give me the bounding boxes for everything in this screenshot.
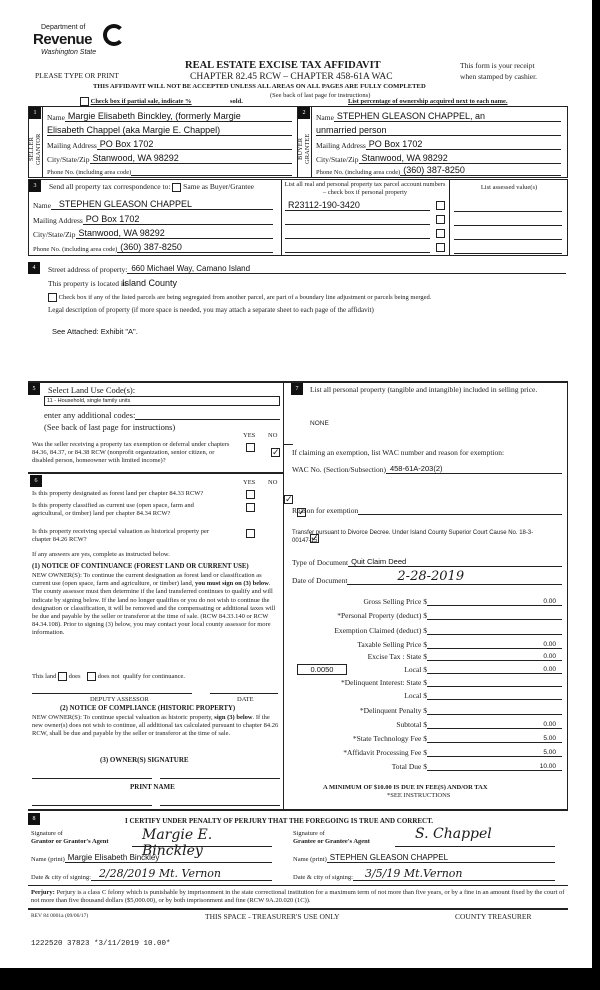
reason-label: Reason for exemption <box>292 506 359 515</box>
seller-phone-label: Phone No. (including area code) <box>47 169 132 176</box>
amounts-table <box>292 591 562 771</box>
parcel-number-2[interactable] <box>285 224 430 225</box>
amount-label: Gross Selling Price $ <box>363 596 427 606</box>
seller-name-line-2[interactable]: Elisabeth Chappel (aka Margie E. Chappel) <box>47 125 292 136</box>
amount-label: *Delinquent Penalty $ <box>359 705 427 715</box>
section-8-number: 8 <box>28 813 40 825</box>
seller-name-label: Name <box>47 113 65 122</box>
sold-label: sold. <box>230 98 243 105</box>
county-field[interactable]: Island County <box>122 278 178 288</box>
tax-city-label: City/State/Zip <box>33 230 76 239</box>
owner-signature-label: (3) OWNER(S) SIGNATURE <box>100 756 189 764</box>
receipt-note-1: This form is your receipt <box>460 61 535 70</box>
amount-row-taxable <box>292 635 562 650</box>
logo-state: Washington State <box>41 49 97 56</box>
doc-type-label: Type of Document <box>292 558 349 567</box>
exemption-yes-checkbox[interactable] <box>246 443 255 452</box>
section-2-number: 2 <box>298 107 310 119</box>
s6-yes-header: YES <box>243 479 256 486</box>
grantor-date-field[interactable]: 2/28/2019 Mt. Vernon <box>91 867 272 881</box>
amount-row-delinquent-local <box>292 687 562 700</box>
minimum-due-note: A MINIMUM OF $10.00 IS DUE IN FEE(S) AND/OR TAX <box>323 784 488 791</box>
grantee-name-label: Name (print) <box>293 856 327 863</box>
doc-type-row <box>292 555 562 567</box>
assessed-line-3[interactable] <box>454 239 562 240</box>
same-as-buyer-checkbox[interactable] <box>172 183 181 192</box>
buyer-mailing-field[interactable]: PO Box 1702 <box>366 139 561 150</box>
buyer-name-line-1[interactable]: STEPHEN GLEASON CHAPPEL, an <box>334 111 561 122</box>
excise-tax-state[interactable]: 0.00 <box>427 653 562 661</box>
assessed-line-2[interactable] <box>454 225 562 226</box>
deputy-assessor-line[interactable] <box>32 693 192 694</box>
same-as-label: Same as Buyer/Grantee <box>183 182 254 191</box>
deputy-assessor-label: DEPUTY ASSESSOR <box>90 696 149 703</box>
see-instructions: *SEE INSTRUCTIONS <box>387 792 451 799</box>
amount-row-tech-fee <box>292 729 562 743</box>
additional-codes-row <box>44 408 280 420</box>
reason-field[interactable]: Transfer pursuant to Divorce Decree. Under Island County Superior Court Cause No. 18-3-00147-15. <box>292 530 534 544</box>
amount-label: Local $ <box>404 665 427 674</box>
parcel-number-1[interactable]: R23112-190-3420 <box>285 200 430 211</box>
forest-land-question: Is this property designated as forest land per chapter 84.33 RCW? <box>32 490 204 497</box>
located-label: This property is located in <box>48 279 127 288</box>
legal-label: Legal description of property (if more space is needed, you may attach a separate sheet to each page of the affidavit) <box>48 306 374 314</box>
logo-dept-of: Department of <box>41 24 86 31</box>
partial-sale-checkbox[interactable] <box>80 97 89 106</box>
grantor-date-row <box>31 865 272 881</box>
grantor-sig-label-1: Signature of <box>31 830 63 837</box>
if-yes-note: If any answers are yes, complete as instructed below. <box>32 551 170 558</box>
amount-row-state-tax <box>292 649 562 661</box>
amount-label: *State Technology Fee $ <box>352 734 427 743</box>
grantor-sig-label-2: Grantor or Grantor's Agent <box>31 838 109 845</box>
grantee-sig-label-2: Grantee or Grantee's Agent <box>293 838 370 845</box>
tax-name-field[interactable]: STEPHEN GLEASON CHAPPEL <box>51 199 273 210</box>
parcel-row-4 <box>285 241 445 253</box>
grantor-name-row <box>31 851 272 863</box>
amount-row-total <box>292 757 562 771</box>
state-technology-fee[interactable]: 5.00 <box>427 735 562 743</box>
parcel-header: List all real and personal property tax parcel account numbers – check box if personal property <box>284 181 446 196</box>
tax-mailing-label: Mailing Address <box>33 216 83 225</box>
excise-tax-local[interactable]: 0.00 <box>427 666 562 674</box>
form-warning: THIS AFFIDAVIT WILL NOT BE ACCEPTED UNLESS ALL AREAS ON ALL PAGES ARE FULLY COMPLETED <box>93 83 426 90</box>
notice2-text-b: . If the new owner(s) does not wish to continue, all additional tax calculated pursuant to chapter 84.26 RCW, shall be due and payable by the seller or transferor at the time of sale. <box>32 714 279 737</box>
print-name-line-1[interactable] <box>32 805 152 806</box>
notice-continuance-body <box>32 572 280 638</box>
this-land-label: This land <box>32 672 57 680</box>
tax-phone-row <box>33 240 273 253</box>
doc-date-label: Date of Document <box>292 576 348 585</box>
land-use-select[interactable]: 11 - Household, single family units <box>44 396 280 406</box>
grantor-name-label: Name (print) <box>31 856 65 863</box>
notice1-text-a: NEW OWNER(S): To continue the current designation as forest land or classification as current use (open space, farm and agriculture, or timber) land, <box>32 572 262 588</box>
segregated-row <box>48 293 431 302</box>
amount-row-exemption <box>292 620 562 635</box>
section-1-number: 1 <box>29 107 41 119</box>
buyer-city-row <box>316 152 561 164</box>
continuance-row <box>32 672 185 681</box>
tax-city-field[interactable]: Stanwood, WA 98292 <box>76 228 274 239</box>
exemption-question: Was the seller receiving a property tax exemption or deferral under chapters 84.36, 84.37, or 84.38 RCW (nonprofit organization, senior citizen, or disabled person, homeowner with limited income)? <box>32 441 230 464</box>
amount-label: *Delinquent Interest: State $ <box>340 678 427 687</box>
notice1-text-b: . The county assessor must then determine if the land transferred continues to qualify and will indicate by signing below. If the land no longer qualifies or you do not wish to continue the designation or classification, it will be removed and the compensating or additional taxes will be due and payable by the seller or transferor at the time of sale. (RCW 84.33.140 or RCW 84.34.108). Prior to signing (3) below, you may contact your local county assessor for more information. <box>32 580 276 637</box>
personal-property-checkbox-4[interactable] <box>436 243 445 252</box>
partial-sale-label: Check box if partial sale, indicate % <box>90 97 192 105</box>
seller-city-label: City/State/Zip <box>47 155 90 164</box>
doc-date-row <box>292 569 562 585</box>
tax-mailing-row <box>33 212 273 225</box>
buyer-side-label <box>298 121 310 177</box>
assessed-header: List assessed value(s) <box>480 184 538 191</box>
tax-name-label: Name <box>33 201 51 210</box>
s5-no-header: NO <box>268 432 278 439</box>
treasurer-stamp: 1222520 37823 *3/11/2019 10.00* <box>31 940 171 948</box>
doc-date-field[interactable]: 2-28-2019 <box>347 569 562 585</box>
print-name-label: PRINT NAME <box>130 783 175 791</box>
wac-label: WAC No. (Section/Subsection) <box>292 465 386 474</box>
please-type: PLEASE TYPE OR PRINT <box>35 71 119 80</box>
buyer-name-line-2[interactable]: unmarried person <box>316 125 561 136</box>
street-label: Street address of property: <box>48 265 128 274</box>
amount-label: *Personal Property (deduct) $ <box>337 611 427 620</box>
ownership-note: List percentage of ownership acquired next to each name. <box>348 98 508 105</box>
qualify-label: qualify for continuance. <box>122 672 186 680</box>
assessor-date-label: DATE <box>237 696 254 703</box>
gross-selling-price[interactable]: 0.00 <box>427 598 562 606</box>
grantee-signature-label <box>293 830 370 846</box>
amount-label: Excise Tax : State $ <box>367 652 427 661</box>
section-3-number: 3 <box>29 180 41 192</box>
amount-row-gross <box>292 591 562 606</box>
taxable-selling-price[interactable]: 0.00 <box>427 641 562 649</box>
certify-statement: I CERTIFY UNDER PENALTY OF PERJURY THAT THE FOREGOING IS TRUE AND CORRECT. <box>125 817 434 825</box>
buyer-phone-label: Phone No. (including area code) <box>316 169 401 176</box>
seller-phone-row <box>47 165 292 176</box>
street-address-row <box>48 262 566 274</box>
amount-label: Exemption Claimed (deduct) $ <box>334 625 427 635</box>
amount-label: Total Due $ <box>391 762 427 771</box>
affidavit-processing-fee[interactable]: 5.00 <box>427 749 562 757</box>
street-address-field[interactable]: 660 Michael Way, Camano Island <box>127 264 566 274</box>
subtotal[interactable]: 0.00 <box>427 721 562 729</box>
amount-label: Taxable Selling Price $ <box>357 640 427 649</box>
land-use-label: Select Land Use Code(s): <box>48 385 136 395</box>
grantee-signature-field[interactable]: S. Chappel <box>395 826 555 847</box>
section-3-box <box>28 179 568 256</box>
form-title: REAL ESTATE EXCISE TAX AFFIDAVIT <box>185 60 381 71</box>
section-6-number: 6 <box>30 475 42 487</box>
dor-logo <box>33 22 133 60</box>
treasurer-use-only: THIS SPACE - TREASURER'S USE ONLY <box>205 912 340 921</box>
grantee-date-field[interactable]: 3/5/19 Mt.Vernon <box>353 867 555 881</box>
send-correspondence <box>49 182 254 192</box>
notice2-bold: sign (3) below <box>214 714 253 721</box>
personal-property-checkbox-3[interactable] <box>436 229 445 238</box>
buyer-name-label: Name <box>316 113 334 122</box>
amount-row-subtotal <box>292 715 562 730</box>
tax-city-row <box>33 226 273 239</box>
notice-compliance-body <box>32 714 282 738</box>
buyer-mailing-row <box>316 138 561 150</box>
amount-row-personal <box>292 606 562 621</box>
seller-mailing-row <box>47 138 292 150</box>
amount-row-processing-fee <box>292 743 562 757</box>
total-due[interactable]: 10.00 <box>427 763 562 771</box>
parcel-number-3[interactable] <box>285 238 430 239</box>
buyer-name-row-2 <box>316 124 561 136</box>
assessed-line-1[interactable] <box>454 211 562 212</box>
seller-label: SELLER <box>28 137 35 161</box>
does-not-checkbox[interactable] <box>87 672 96 681</box>
current-use-yes-checkbox[interactable] <box>246 503 255 512</box>
grantor-name-field[interactable]: Margie Elisabeth Binckley <box>65 853 272 863</box>
assessor-date-line[interactable] <box>210 693 278 694</box>
seller-name-line-1[interactable]: Margie Elisabeth Binckley, (formerly Margie <box>65 111 292 122</box>
buyer-city-field[interactable]: Stanwood, WA 98292 <box>359 153 562 164</box>
notice1-bold: you must sign on (3) below <box>194 580 269 588</box>
seller-city-row <box>47 152 292 164</box>
segregated-checkbox[interactable] <box>48 293 57 302</box>
s5-yes-header: YES <box>243 432 256 439</box>
amount-label: Subtotal $ <box>396 720 427 729</box>
grantee-sig-label-1: Signature of <box>293 830 325 837</box>
exemption-no-checkbox[interactable] <box>271 448 280 457</box>
perjury-notice <box>31 889 566 905</box>
seller-mailing-field[interactable]: PO Box 1702 <box>97 139 292 150</box>
send-label: Send all property tax correspondence to: <box>49 182 171 191</box>
reason-line[interactable] <box>358 514 562 515</box>
personal-property-field[interactable]: NONE <box>310 420 329 427</box>
buyer-mailing-label: Mailing Address <box>316 141 366 150</box>
amount-row-penalty <box>292 700 562 715</box>
section-5-number: 5 <box>28 383 40 395</box>
assessed-line-4[interactable] <box>454 253 562 254</box>
form-chapters: CHAPTER 82.45 RCW – CHAPTER 458-61A WAC <box>190 72 393 82</box>
segregated-label: Check box if any of the listed parcels are being segregated from another parcel, are part of a boundary line adjustment or parcels being merged. <box>58 293 432 301</box>
exemption-claim-label: If claiming an exemption, list WAC number and reason for exemption: <box>292 448 505 457</box>
owner-signature-line-2[interactable] <box>160 778 280 779</box>
seller-phone-field[interactable] <box>131 175 292 176</box>
tax-phone-field[interactable]: (360) 387-8250 <box>117 242 273 253</box>
see-back-note: (See back of last page for instructions) <box>270 92 371 99</box>
additional-codes-field[interactable] <box>135 419 280 420</box>
parcel-row-3 <box>285 227 445 239</box>
tax-phone-label: Phone No. (including area code) <box>33 246 118 253</box>
seller-mailing-label: Mailing Address <box>47 141 97 150</box>
seller-side-label <box>29 121 41 177</box>
notice-compliance-title: (2) NOTICE OF COMPLIANCE (HISTORIC PROPERTY) <box>60 705 236 712</box>
legal-description-field[interactable]: See Attached: Exhibit "A". <box>52 327 138 336</box>
doc-type-field[interactable]: Quit Claim Deed <box>348 557 562 567</box>
grantee-date-label: Date & city of signing: <box>293 874 353 881</box>
grantor-signature-field[interactable]: Margie E. Binckley <box>132 827 272 847</box>
grantor-date-label: Date & city of signing: <box>31 874 91 881</box>
grantee-label: GRANTEE <box>304 133 311 165</box>
amount-row-delinquent-state <box>292 674 562 687</box>
wac-field[interactable]: 458-61A-203(2) <box>386 464 562 474</box>
grantee-name-row <box>293 851 555 863</box>
parcel-row-2 <box>285 213 445 225</box>
buyer-name-row <box>316 110 561 122</box>
does-not-label: does not <box>97 672 120 680</box>
personal-property-label: List all personal property (tangible and intangible) included in selling price. <box>310 385 538 394</box>
seller-city-field[interactable]: Stanwood, WA 98292 <box>90 153 293 164</box>
rev-number: REV 84 0001a (09/06/17) <box>31 913 89 919</box>
perjury-text: Perjury is a class C felony which is punishable by imprisonment in the state correctional institution for a maximum term of not more than five years, or by a fine in an amount fixed by the court of not more than five thousand dollars ($5,000.00), or by both imprisonment and fine (RCW 9A.20.020 (1C)). <box>31 889 565 904</box>
section-4-number: 4 <box>28 262 40 274</box>
receipt-note-2: when stamped by cashier. <box>460 72 538 81</box>
section-7-number: 7 <box>291 383 303 395</box>
land-use-see-back: (See back of last page for instructions) <box>44 422 176 432</box>
s6-no-header: NO <box>268 479 278 486</box>
does-label: does <box>68 672 81 680</box>
buyer-city-label: City/State/Zip <box>316 155 359 164</box>
owner-signature-line-1[interactable] <box>32 778 152 779</box>
wac-row <box>292 462 562 474</box>
additional-codes-label: enter any additional codes: <box>44 410 136 420</box>
amount-label: Local $ <box>404 691 427 700</box>
local-rate-field[interactable]: 0.0050 <box>297 664 347 675</box>
grantee-date-row <box>293 865 555 881</box>
county-treasurer-label: COUNTY TREASURER <box>455 912 532 921</box>
personal-property-checkbox-2[interactable] <box>436 215 445 224</box>
logo-revenue: Revenue <box>33 31 93 48</box>
historical-yes-checkbox[interactable] <box>246 529 255 538</box>
parcel-row-1 <box>285 199 445 211</box>
does-checkbox[interactable] <box>58 672 67 681</box>
current-use-question: Is this property classified as current use (open space, farm and agricultural, or timber) land per chapter 84.34 RCW? <box>32 502 194 517</box>
buyer-phone-row <box>316 165 561 176</box>
reason-row <box>292 503 562 515</box>
print-name-line-2[interactable] <box>160 805 280 806</box>
seller-name-row-2 <box>47 124 292 136</box>
parcel-number-4[interactable] <box>285 252 430 253</box>
historical-question: Is this property receiving special valuation as historical property per chapter 84.26 RCW? <box>32 528 210 543</box>
partial-sale <box>80 97 192 106</box>
seller-name-row <box>47 110 292 122</box>
notice2-text-a: NEW OWNER(S): To continue special valuation as historic property, <box>32 714 213 721</box>
amount-row-local-tax <box>292 661 562 674</box>
logo-swirl-icon <box>103 24 125 46</box>
grantor-label: GRANTOR <box>35 133 42 165</box>
seller-buyer-box <box>28 106 568 178</box>
grantee-name-field[interactable]: STEPHEN GLEASON CHAPPEL <box>327 853 555 863</box>
forest-yes-checkbox[interactable] <box>246 490 255 499</box>
amount-label: *Affidavit Processing Fee $ <box>343 748 427 757</box>
tax-name-row <box>33 197 273 210</box>
perjury-bold: Perjury: <box>31 889 55 896</box>
tax-mailing-field[interactable]: PO Box 1702 <box>83 214 273 225</box>
buyer-phone-field[interactable]: (360) 387-8250 <box>400 165 561 176</box>
personal-property-checkbox-1[interactable] <box>436 201 445 210</box>
buyer-label: BUYER <box>297 137 304 161</box>
notice-continuance-title: (1) NOTICE OF CONTINUANCE (FOREST LAND OR CURRENT USE) <box>32 563 249 570</box>
grantor-signature-label <box>31 830 109 846</box>
